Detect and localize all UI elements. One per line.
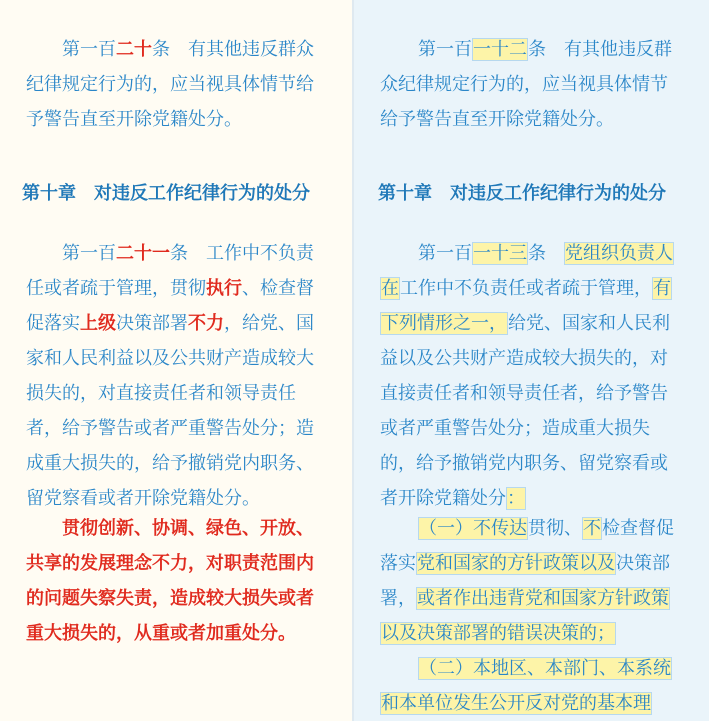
right-chapter-heading: 第十章 对违反工作纪律行为的处分 xyxy=(378,183,666,204)
left-chapter-heading: 第十章 对违反工作纪律行为的处分 xyxy=(22,183,310,204)
left-new-line1: 贯彻创新、协调、绿色、开放、 xyxy=(62,518,314,539)
right-a113-line2: 在工作中不负责任或者疏于管理，有 xyxy=(381,278,671,299)
right-a113-line1: 第一百一十三条 党组织负责人 xyxy=(418,243,673,264)
left-a121-line1: 第一百二十一条 工作中不负责 xyxy=(62,243,314,264)
right-a112-line1: 第一百一十二条 有其他违反群 xyxy=(418,39,672,60)
right-a113-line7: 的，给予撤销党内职务、留党察看或 xyxy=(380,453,668,474)
right-a113-line6: 或者严重警告处分；造成重大损失 xyxy=(380,418,650,439)
left-new-line2: 共享的发展理念不力，对职责范围内 xyxy=(26,553,314,574)
left-a121-line6: 者，给予警告或者严重警告处分；造 xyxy=(26,418,314,439)
right-item2-line2: 和本单位发生公开反对党的基本理 xyxy=(381,693,651,714)
right-a113-line4: 益以及公共财产造成较大损失的，对 xyxy=(380,348,668,369)
right-item2-line1: （二）本地区、本部门、本系统 xyxy=(419,658,671,679)
left-new-line3: 的问题失察失责，造成较大损失或者 xyxy=(26,588,314,609)
left-a121-line7: 成重大损失的，给予撤销党内职务、 xyxy=(26,453,314,474)
right-a113-line8: 者开除党籍处分： xyxy=(380,488,525,509)
right-item1-line4: 以及决策部署的错误决策的； xyxy=(381,623,615,644)
right-a113-line5: 直接责任者和领导责任者，给予警告 xyxy=(380,383,668,404)
right-a113-line3: 下列情形之一，给党、国家和人民利 xyxy=(381,313,670,334)
left-a120-line1: 第一百二十条 有其他违反群众 xyxy=(62,39,314,60)
left-a120-line2: 纪律规定行为的，应当视具体情节给 xyxy=(26,74,314,95)
left-a121-line4: 家和人民利益以及公共财产造成较大 xyxy=(26,348,314,369)
right-item1-line3: 署，或者作出违背党和国家方针政策 xyxy=(380,588,669,609)
left-a120-line3: 予警告直至开除党籍处分。 xyxy=(26,109,242,130)
left-new-line4: 重大损失的，从重或者加重处分。 xyxy=(26,623,296,644)
right-a112-line2: 众纪律规定行为的，应当视具体情节 xyxy=(380,74,668,95)
right-item1-line1: （一）不传达贯彻、不检查督促 xyxy=(419,518,674,539)
right-a112-line3: 给予警告直至开除党籍处分。 xyxy=(380,109,614,130)
left-a121-line5: 损失的，对直接责任者和领导责任 xyxy=(26,383,296,404)
left-a121-line2: 任或者疏于管理，贯彻执行、检查督 xyxy=(26,278,314,299)
left-a121-line8: 留党察看或者开除党籍处分。 xyxy=(26,488,260,509)
left-a121-line3: 促落实上级决策部署不力，给党、国 xyxy=(26,313,314,334)
right-item1-line2: 落实党和国家的方针政策以及决策部 xyxy=(380,553,670,574)
